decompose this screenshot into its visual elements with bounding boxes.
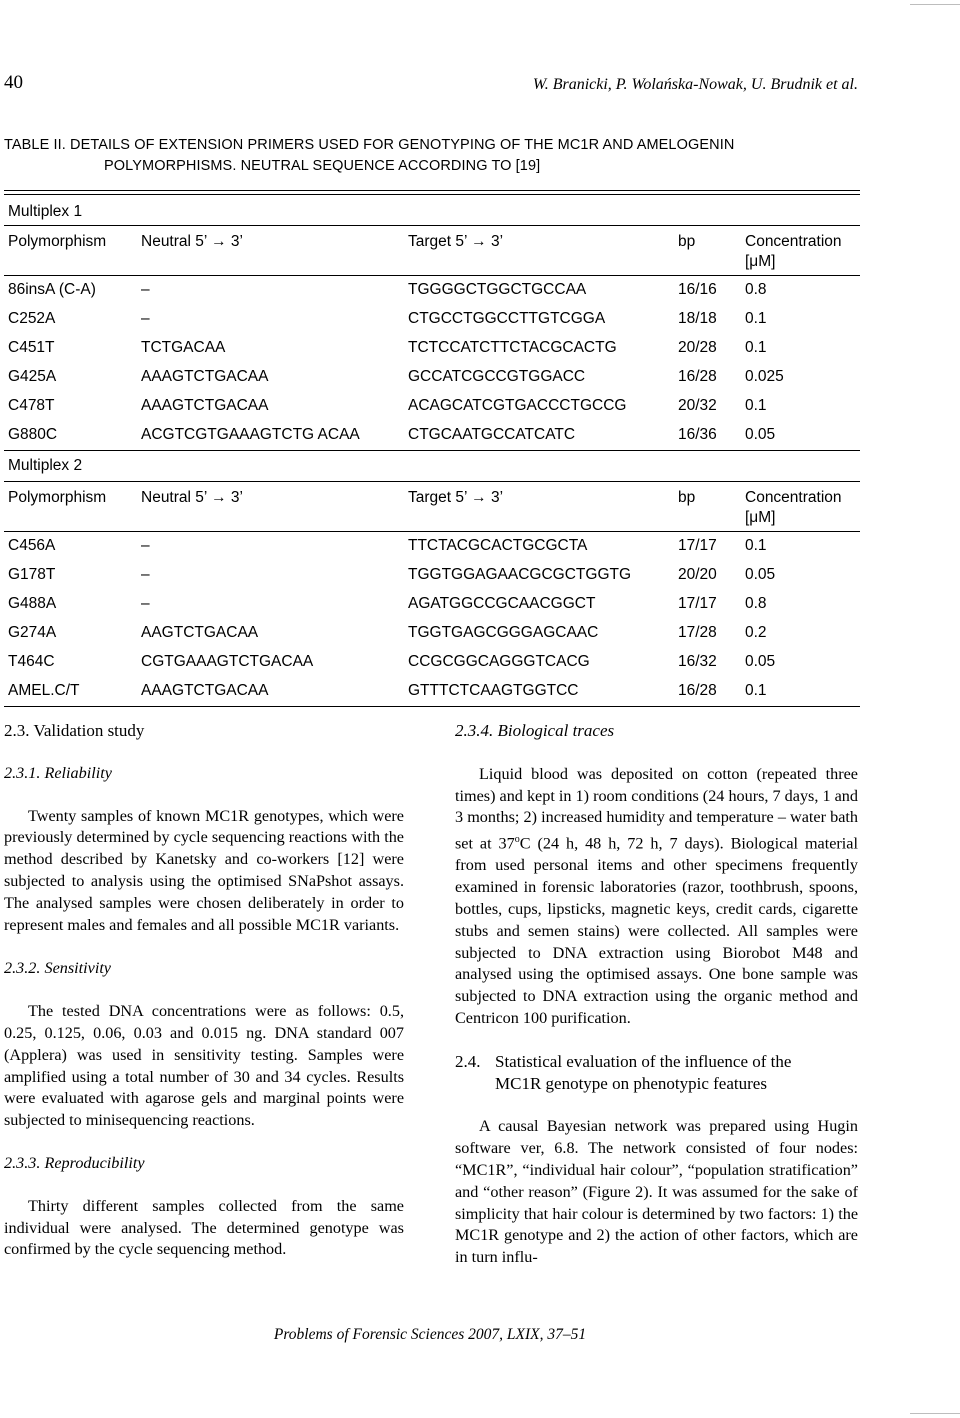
cell-concentration: 0.1 <box>745 310 767 327</box>
cell-bp: 20/32 <box>678 397 717 414</box>
left-column <box>4 720 404 1261</box>
cell-bp: 17/17 <box>678 595 717 612</box>
cell-target: TGGTGAGCGGGAGCAAC <box>408 624 599 641</box>
table-row <box>4 392 860 421</box>
header-neutral: Neutral 5’ → 3’ <box>141 489 243 506</box>
cell-target: ACAGCATCGTGACCCTGCCG <box>408 397 627 414</box>
header-concentration: Concentration <box>745 489 842 506</box>
table-row <box>4 590 860 619</box>
cell-polymorphism: C456A <box>8 537 56 554</box>
header-target: Target 5’ → 3’ <box>408 233 504 250</box>
cell-bp: 16/28 <box>678 682 717 699</box>
header-concentration: Concentration <box>745 233 842 250</box>
cell-bp: 20/28 <box>678 339 717 356</box>
heading-biological-traces: 2.3.4. Biological traces <box>455 721 615 740</box>
cell-neutral: – <box>141 566 150 583</box>
cell-polymorphism: 86insA (C-A) <box>8 281 96 298</box>
cell-polymorphism: T464C <box>8 653 55 670</box>
cell-concentration: 0.2 <box>745 624 767 641</box>
cell-target: CTGCCTGGCCTTGTCGGA <box>408 310 606 327</box>
cell-concentration: 0.025 <box>745 368 784 385</box>
table-row <box>4 363 860 392</box>
table-row <box>4 619 860 648</box>
table-row <box>4 648 860 677</box>
degree-superscript: o <box>514 834 520 846</box>
multiplex-1-header-row <box>4 226 860 275</box>
heading-line2: MC1R genotype on phenotypic features <box>495 1073 767 1093</box>
cell-concentration: 0.1 <box>745 537 767 554</box>
cell-bp: 17/28 <box>678 624 717 641</box>
cell-polymorphism: C451T <box>8 339 55 356</box>
heading-reliability: 2.3.1. Reliability <box>4 763 112 782</box>
cell-concentration: 0.8 <box>745 281 767 298</box>
cell-bp: 17/17 <box>678 537 717 554</box>
cell-neutral: AAAGTCTGACAA <box>141 682 269 699</box>
header-polymorphism: Polymorphism <box>8 233 107 250</box>
cell-target: AGATGGCCGCAACGGCT <box>408 595 596 612</box>
cell-neutral: AAAGTCTGACAA <box>141 397 269 414</box>
table-bottom-rule <box>4 706 860 707</box>
right-column <box>455 720 858 1269</box>
journal-footer: Problems of Forensic Sciences 2007, LXIX, 37–51 <box>273 1326 587 1343</box>
cell-concentration: 0.05 <box>745 566 776 583</box>
table-row <box>4 677 860 706</box>
cell-bp: 18/18 <box>678 310 717 327</box>
cell-neutral: AAAGTCTGACAA <box>141 368 269 385</box>
cell-target: CTGCAATGCCATCATC <box>408 426 576 443</box>
header-bp: bp <box>678 489 696 506</box>
cell-neutral: ACGTCGTGAAAGTCTG ACAA <box>141 426 360 443</box>
cell-bp: 16/28 <box>678 368 717 385</box>
cell-neutral: TCTGACAA <box>141 339 226 356</box>
table-caption-line2: POLYMORPHISMS. NEUTRAL SEQUENCE ACCORDING TO [19] <box>104 158 541 174</box>
cell-concentration: 0.1 <box>745 397 767 414</box>
heading-validation-study: 2.3. Validation study <box>4 721 145 740</box>
cell-concentration: 0.05 <box>745 426 776 443</box>
cell-neutral: – <box>141 537 150 554</box>
cell-polymorphism: C478T <box>8 397 55 414</box>
cell-neutral: – <box>141 281 150 298</box>
table-row <box>4 421 860 450</box>
multiplex-2-header-row <box>4 482 860 531</box>
cell-target: CCGCGGCAGGGTCACG <box>408 653 590 670</box>
table-row <box>4 561 860 590</box>
cell-neutral: – <box>141 310 150 327</box>
multiplex-2-label: Multiplex 2 <box>8 457 83 474</box>
table-row <box>4 276 860 305</box>
running-head: W. Branicki, P. Wolańska-Nowak, U. Brudnik et al. <box>532 76 858 93</box>
paragraph-sensitivity: The tested DNA concentrations were as follows: 0.5, 0.25, 0.125, 0.06, 0.03 and 0.015 ng. DNA standard 007 (Applera) was used in sensitivity testing. Samples were amplified using a total number of 30 and 34 cycles. Results were evaluated with agarose gels and marginal points were subjected to minisequencing reactions. <box>4 1002 404 1130</box>
cell-concentration: 0.05 <box>745 653 776 670</box>
corner-rule-bottom <box>910 1413 960 1414</box>
cell-neutral: AAGTCTGACAA <box>141 624 259 641</box>
table-caption-line1: TABLE II. DETAILS OF EXTENSION PRIMERS USED FOR GENOTYPING OF THE MC1R AND AMELOGENIN <box>4 137 735 153</box>
multiplex-1-label-row <box>4 195 860 225</box>
cell-polymorphism: AMEL.C/T <box>8 682 80 699</box>
cell-target: TCTCCATCTTCTACGCACTG <box>408 339 617 356</box>
cell-polymorphism: G880C <box>8 426 58 443</box>
header-target: Target 5’ → 3’ <box>408 489 504 506</box>
cell-bp: 16/36 <box>678 426 717 443</box>
cell-polymorphism: C252A <box>8 310 56 327</box>
cell-polymorphism: G488A <box>8 595 57 612</box>
table-top-rule <box>4 190 860 191</box>
cell-target: TGGTGGAGAACGCGCTGGTG <box>408 566 632 583</box>
primer-table <box>4 190 860 707</box>
header-neutral: Neutral 5’ → 3’ <box>141 233 243 250</box>
header-concentration-unit: [μM] <box>745 253 776 270</box>
cell-bp: 16/16 <box>678 281 717 298</box>
table-row <box>4 532 860 561</box>
cell-concentration: 0.8 <box>745 595 767 612</box>
header-concentration-unit: [μM] <box>745 509 776 526</box>
heading-reproducibility: 2.3.3. Reproducibility <box>4 1153 145 1172</box>
cell-bp: 16/32 <box>678 653 717 670</box>
cell-neutral: – <box>141 595 150 612</box>
cell-target: TTCTACGCACTGCGCTA <box>408 537 588 554</box>
cell-target: TGGGGCTGGCTGCCAA <box>408 281 587 298</box>
traces-text-a: Liquid blood was deposited on cotton (repeated three times) and kept in 1) room conditions (24 hours, 7 days, 1 and 3 months; 2) increased humidity and temperature – water bath set at 37 <box>455 764 858 853</box>
cell-bp: 20/20 <box>678 566 717 583</box>
cell-concentration: 0.1 <box>745 682 767 699</box>
paragraph-bayesian-network: A causal Bayesian network was prepared using Hugin software ver, 6.8. The network consisted of four nodes: “MC1R”, “individual hair colour”, “population stratification” and “other reason” (Figure 2). It was assumed for the sake of simplicity that hair colour is determined by two factors: 1) the MC1R genotype and 2) the action of other factors, which are in turn influ- <box>455 1117 858 1267</box>
heading-statistical-evaluation <box>455 1051 858 1095</box>
cell-concentration: 0.1 <box>745 339 767 356</box>
corner-rule-top <box>910 4 960 5</box>
paragraph-biological-traces <box>455 764 858 1030</box>
table-row <box>4 305 860 334</box>
paragraph-reliability: Twenty samples of known MC1R genotypes, which were previously determined by cycle sequencing reactions with the method described by Kanetsky and co-workers [12] were subjected to analysis using the optimised SNaPshot assays. The analysed samples were chosen deliberately in order to represent males and females and all possible MC1R variants. <box>4 806 404 934</box>
header-polymorphism: Polymorphism <box>8 489 107 506</box>
cell-polymorphism: G425A <box>8 368 57 385</box>
heading-sensitivity: 2.3.2. Sensitivity <box>4 959 111 978</box>
cell-polymorphism: G274A <box>8 624 57 641</box>
table-row <box>4 334 860 363</box>
page-number: 40 <box>4 72 23 93</box>
cell-target: GTTTCTCAAGTGGTCC <box>408 682 579 699</box>
cell-target: GCCATCGCCGTGGACC <box>408 368 586 385</box>
multiplex-1-label: Multiplex 1 <box>8 203 83 220</box>
header-bp: bp <box>678 233 696 250</box>
multiplex-2-label-row <box>4 451 860 481</box>
traces-text-b: C (24 h, 48 h, 72 h, 7 days). Biological material from used personal items and other specimens frequently examined in forensic laboratories (razor, toothbrush, spoons, bottles, cups, lipsticks, magnetic keys, credit cards, cigarette stubs and semen stains) were collected. All samples were subjected to DNA extraction using Biorobot M48 and analysed using the optimised assays. One bone sample was subjected to DNA extraction using the organic method and Centricon 100 purification. <box>455 834 858 1027</box>
heading-number: 2.4. <box>455 1051 481 1071</box>
heading-line1: Statistical evaluation of the influence of the <box>495 1051 792 1071</box>
cell-polymorphism: G178T <box>8 566 56 583</box>
cell-neutral: CGTGAAAGTCTGACAA <box>141 653 314 670</box>
paragraph-reproducibility: Thirty different samples collected from the same individual were analysed. The determined genotype was confirmed by the cycle sequencing method. <box>4 1196 404 1259</box>
